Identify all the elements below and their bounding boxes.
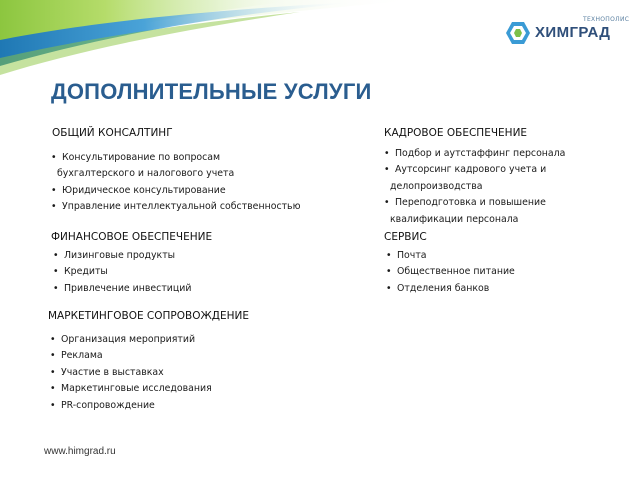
- list-finance: [53, 248, 191, 297]
- list-item: • Почта: [386, 250, 427, 261]
- list-item: • Юридическое консультирование: [51, 184, 226, 196]
- section-title-consulting: ОБЩИЙ КОНСАЛТИНГ: [52, 127, 173, 139]
- section-title-staffing: КАДРОВОЕ ОБЕСПЕЧЕНИЕ: [384, 127, 528, 139]
- footer-url[interactable]: www.himgrad.ru: [44, 446, 116, 457]
- list-item: • PR-сопровождение: [50, 399, 155, 411]
- list-item: • Переподготовка и повышение: [384, 197, 546, 209]
- list-staffing: [384, 146, 565, 228]
- list-item-continuation: квалификации персонала: [390, 213, 519, 225]
- list-item-continuation: делопроизводства: [390, 180, 483, 192]
- list-service: [386, 248, 515, 297]
- list-item: • Лизинговые продукты: [53, 250, 176, 261]
- list-consulting: [51, 150, 300, 216]
- list-item-continuation: бухгалтерского и налогового учета: [57, 168, 235, 180]
- list-item: • Участие в выставках: [50, 366, 164, 378]
- logo: [505, 16, 633, 50]
- list-marketing: [50, 332, 212, 414]
- section-title-finance: ФИНАНСОВОЕ ОБЕСПЕЧЕНИЕ: [51, 231, 213, 243]
- section-title-service: СЕРВИС: [384, 231, 427, 243]
- section-title-marketing: МАРКЕТИНГОВОЕ СОПРОВОЖДЕНИЕ: [48, 310, 250, 322]
- logo-name: ХИМГРАД: [535, 24, 611, 41]
- list-item: • Консультирование по вопросам: [51, 152, 221, 163]
- list-item: • Кредиты: [53, 266, 108, 278]
- list-item: • Организация мероприятий: [50, 334, 196, 345]
- page-title: ДОПОЛНИТЕЛЬНЫЕ УСЛУГИ: [51, 79, 372, 104]
- list-item: • Отделения банков: [386, 282, 490, 294]
- list-item: • Реклама: [50, 350, 103, 362]
- list-item: • Привлечение инвестиций: [53, 282, 192, 294]
- list-item: • Подбор и аутстаффинг персонала: [384, 148, 566, 159]
- list-item: • Маркетинговые исследования: [50, 383, 212, 395]
- logo-subtitle: ТЕХНОПОЛИС: [583, 16, 630, 23]
- logo-hexagon-icon: [505, 21, 531, 45]
- list-item: • Общественное питание: [386, 266, 515, 278]
- list-item: • Аутсорсинг кадрового учета и: [384, 164, 547, 176]
- list-item: • Управление интеллектуальной собственностью: [51, 201, 301, 213]
